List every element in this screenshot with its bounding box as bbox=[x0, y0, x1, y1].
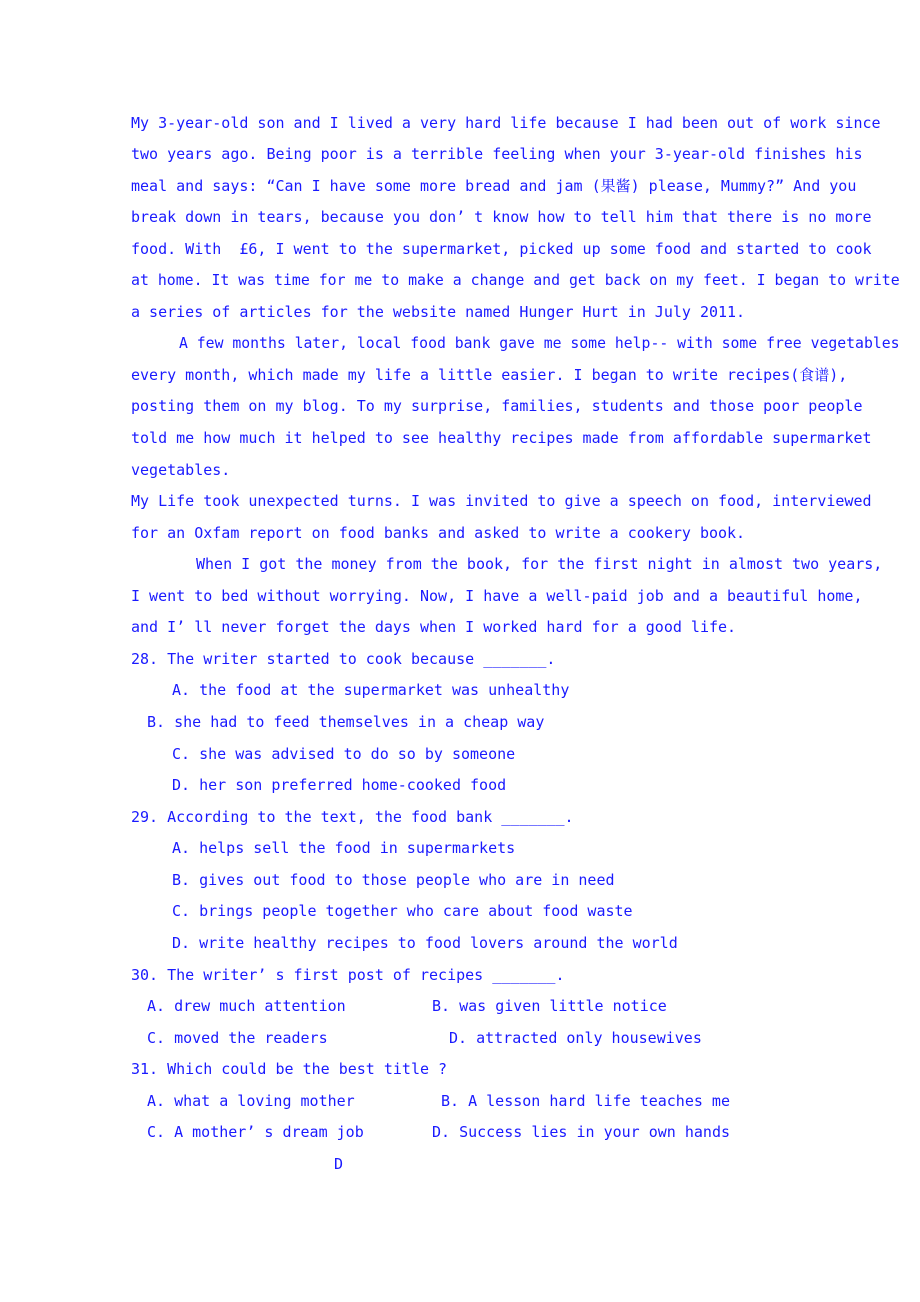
passage-line-6: at home. It was time for me to make a change and get back on my feet. I began to write bbox=[131, 271, 900, 289]
question-30-option-d: D. attracted only housewives bbox=[449, 1029, 702, 1047]
question-29-option-a: A. helps sell the food in supermarkets bbox=[172, 839, 516, 857]
question-28-option-d: D. her son preferred home-cooked food bbox=[172, 776, 507, 794]
question-28-option-c: C. she was advised to do so by someone bbox=[172, 745, 516, 763]
passage-line-4: break down in tears, because you don’ t know how to tell him that there is no more bbox=[131, 208, 872, 226]
passage-line-3: meal and says: “Can I have some more bread and jam (果酱) please, Mummy?” And you bbox=[131, 177, 857, 195]
passage-line-8: A few months later, local food bank gave me some help-- with some free vegetables bbox=[179, 334, 900, 352]
question-31-option-a: A. what a loving mother bbox=[147, 1092, 355, 1110]
question-31-stem: 31. Which could be the best title ? bbox=[131, 1060, 448, 1078]
passage-line-7: a series of articles for the website named Hunger Hurt in July 2011. bbox=[131, 303, 746, 321]
answer-letter: D bbox=[334, 1155, 344, 1173]
question-29-option-c: C. brings people together who care about food waste bbox=[172, 902, 633, 920]
question-28-stem: 28. The writer started to cook because _______. bbox=[131, 650, 556, 668]
question-30-option-c: C. moved the readers bbox=[147, 1029, 328, 1047]
question-29-option-b: B. gives out food to those people who are in need bbox=[172, 871, 615, 889]
question-31-option-b: B. A lesson hard life teaches me bbox=[441, 1092, 730, 1110]
question-30-stem: 30. The writer’ s first post of recipes _______. bbox=[131, 966, 565, 984]
passage-line-13: My Life took unexpected turns. I was invited to give a speech on food, interviewed bbox=[131, 492, 872, 510]
passage-line-2: two years ago. Being poor is a terrible feeling when your 3-year-old finishes his bbox=[131, 145, 863, 163]
question-29-option-d: D. write healthy recipes to food lovers around the world bbox=[172, 934, 678, 952]
question-31-option-c: C. A mother’ s dream job bbox=[147, 1123, 364, 1141]
passage-line-9: every month, which made my life a little easier. I began to write recipes(食谱), bbox=[131, 366, 848, 384]
passage-line-16: I went to bed without worrying. Now, I have a well-paid job and a beautiful home, bbox=[131, 587, 863, 605]
passage-line-10: posting them on my blog. To my surprise, families, students and those poor people bbox=[131, 397, 863, 415]
question-30-option-a: A. drew much attention bbox=[147, 997, 346, 1015]
question-30-option-b: B. was given little notice bbox=[432, 997, 667, 1015]
passage-line-14: for an Oxfam report on food banks and asked to write a cookery book. bbox=[131, 524, 746, 542]
passage-line-5: food. With £6, I went to the supermarket, picked up some food and started to cook bbox=[131, 240, 872, 258]
passage-line-12: vegetables. bbox=[131, 461, 231, 479]
passage-line-1: My 3-year-old son and I lived a very hard life because I had been out of work since bbox=[131, 114, 881, 132]
question-31-option-d: D. Success lies in your own hands bbox=[432, 1123, 731, 1141]
question-29-stem: 29. According to the text, the food bank _______. bbox=[131, 808, 574, 826]
question-28-option-b: B. she had to feed themselves in a cheap way bbox=[147, 713, 545, 731]
question-28-option-a: A. the food at the supermarket was unhealthy bbox=[172, 681, 570, 699]
passage-line-15: When I got the money from the book, for the first night in almost two years, bbox=[196, 555, 883, 573]
passage-line-17: and I’ ll never forget the days when I worked hard for a good life. bbox=[131, 618, 737, 636]
passage-line-11: told me how much it helped to see healthy recipes made from affordable supermarket bbox=[131, 429, 872, 447]
